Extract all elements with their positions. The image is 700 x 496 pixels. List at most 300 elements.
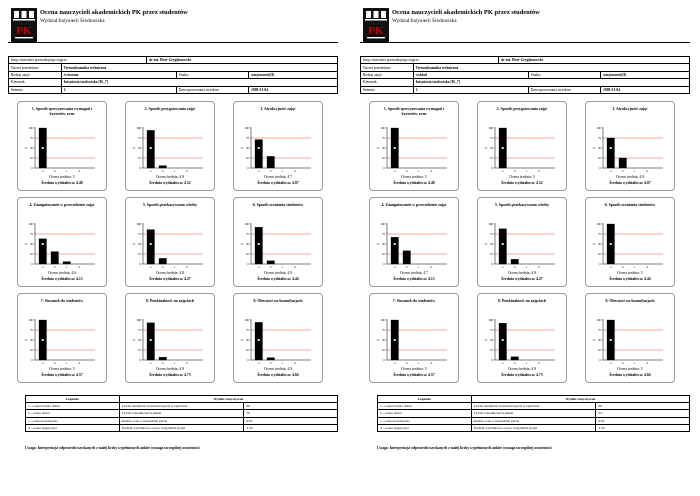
average-score: Ocena średnia: 5	[617, 271, 643, 275]
statistic-value: 4.91	[596, 417, 690, 424]
y-tick-label: 100	[136, 318, 141, 323]
y-tick-label: 75	[489, 136, 493, 141]
average-score: Ocena średnia: 4.9	[263, 271, 293, 275]
average-marker	[150, 147, 152, 149]
x-category-label: c	[634, 265, 636, 269]
y-axis-label: %	[24, 242, 28, 247]
x-category-label: b	[405, 361, 408, 365]
statistic-label: Liczba studentów uczestniczących w zajęciach	[471, 403, 596, 410]
faculty-average: Średnia wydziałowa: 4.73	[149, 373, 191, 377]
question-card	[369, 101, 459, 191]
statistic-label: średnia ocen z wszystkich pytań	[471, 417, 596, 424]
x-category-label: c	[282, 265, 284, 269]
x-category-label: d	[537, 361, 540, 365]
y-tick-label: 75	[29, 232, 33, 237]
x-category-label: b	[269, 169, 272, 173]
legend-entry: a - ocena bardzo dobra	[378, 403, 472, 410]
y-tick-label: 100	[136, 126, 141, 131]
average-score: Ocena średnia: 5	[401, 367, 427, 371]
x-category-label: a	[258, 265, 260, 269]
y-axis-label: %	[240, 146, 244, 151]
y-tick-label: 100	[244, 318, 249, 323]
field-label: Kierunek:	[361, 79, 414, 86]
bar-b	[403, 251, 411, 264]
x-category-label: d	[185, 361, 188, 365]
x-category-label: a	[150, 361, 152, 365]
y-tick-label: 50	[137, 146, 141, 151]
bar-a	[607, 138, 615, 168]
average-marker	[42, 147, 44, 149]
y-tick-label: 50	[245, 338, 249, 343]
x-category-label: d	[537, 265, 540, 269]
average-marker	[610, 243, 612, 245]
bar-b	[159, 357, 167, 360]
average-score: Ocena średnia: 4.6	[47, 271, 77, 275]
y-tick-label: 75	[381, 136, 385, 141]
y-tick-label: 75	[489, 328, 493, 333]
bar-a	[255, 227, 263, 264]
question-title-line: 4. Zaangażowanie w prowadzenie zajęć	[29, 203, 95, 207]
y-tick-label: 0	[247, 166, 249, 171]
average-score: Ocena średnia: 4.9	[507, 271, 537, 275]
y-axis-label: %	[484, 146, 488, 151]
y-tick-label: 0	[491, 262, 493, 267]
x-category-label: c	[526, 361, 528, 365]
question-title-line: 5. Sposób przekazywania wiedzy	[494, 203, 550, 207]
class-type-value: ćwiczenia	[61, 71, 176, 78]
questions-grid	[17, 101, 337, 391]
question-card	[125, 197, 215, 287]
y-axis-label: %	[592, 242, 596, 247]
y-tick-label: 0	[491, 166, 493, 171]
question-card	[369, 293, 459, 383]
studies-value: stacjonarne(II)	[249, 71, 338, 78]
x-category-label: c	[634, 361, 636, 365]
y-tick-label: 25	[489, 252, 493, 257]
class-type-value: wykład	[413, 71, 528, 78]
x-category-label: c	[282, 361, 284, 365]
faculty-average: Średnia wydziałowa: 4.44	[257, 277, 299, 281]
x-category-label: a	[610, 169, 612, 173]
date-label: Data opracowania wyników	[528, 86, 600, 93]
faculty-average: Średnia wydziałowa: 4.13	[393, 277, 435, 281]
bar-b	[159, 166, 167, 168]
semester-value: 2	[61, 86, 176, 93]
y-tick-label: 100	[488, 318, 493, 323]
average-marker	[502, 147, 504, 149]
y-tick-label: 75	[597, 136, 601, 141]
y-tick-label: 0	[31, 262, 33, 267]
legend-entry: d - ocena negatywna	[378, 424, 472, 431]
faculty-average: Średnia wydziałowa: 4.52	[149, 181, 191, 185]
y-tick-label: 25	[245, 252, 249, 257]
y-tick-label: 0	[31, 358, 33, 363]
legend-statistics-table	[377, 395, 690, 432]
y-axis-label: %	[24, 338, 28, 343]
x-category-label: d	[185, 169, 188, 173]
x-category-label: d	[429, 361, 432, 365]
legend-entry: c - ocena dostateczna	[378, 417, 472, 424]
average-score: Ocena średnia: 5	[509, 175, 535, 179]
course-info-table	[360, 56, 690, 94]
bar-b	[511, 259, 519, 264]
x-category-label: c	[634, 169, 636, 173]
y-tick-label: 50	[29, 242, 33, 247]
report-page-1	[8, 0, 348, 496]
bar-a	[147, 323, 155, 360]
class-type-label: Rodzaj zajęć:	[9, 71, 62, 78]
average-score: Ocena średnia: 5	[49, 367, 75, 371]
y-tick-label: 75	[137, 232, 141, 237]
statistic-label: Liczba wypełnionych ankiet	[471, 410, 596, 417]
x-category-label: a	[258, 169, 260, 173]
y-axis-label: %	[484, 242, 488, 247]
question-title-line: 8. Punktualność na zajęciach	[146, 299, 194, 303]
question-title-line: 3. Atrakcyjność zajęć	[612, 107, 648, 111]
average-marker	[394, 147, 396, 149]
x-category-label: d	[429, 265, 432, 269]
faculty-average: Średnia wydziałowa: 4.07	[257, 181, 299, 185]
question-card	[17, 101, 107, 191]
bar-b	[267, 156, 275, 168]
faculty-average: Średnia wydziałowa: 4.27	[149, 277, 191, 281]
question-title-line: kryteriów ocen	[401, 112, 427, 117]
faculty-name: Wydział Inżynierii Środowiska	[40, 18, 105, 24]
logo-text: PK	[368, 25, 384, 37]
report-header	[8, 6, 338, 40]
bar-a	[255, 322, 263, 360]
y-tick-label: 25	[29, 252, 33, 257]
question-title-line: 6. Sposób oceniania studentów	[604, 203, 656, 207]
legend-heading: Legenda	[378, 396, 472, 403]
y-tick-label: 75	[381, 232, 385, 237]
y-axis-label: %	[484, 338, 488, 343]
x-category-label: a	[42, 361, 44, 365]
x-category-label: a	[502, 169, 504, 173]
faculty-average: Średnia wydziałowa: 4.48	[41, 181, 83, 185]
x-category-label: c	[174, 169, 176, 173]
y-axis-label: %	[376, 146, 380, 151]
bar-a	[499, 229, 507, 264]
bar-a	[147, 130, 155, 168]
subject-value: Termodynamika techniczna	[413, 64, 689, 71]
x-category-label: a	[394, 265, 396, 269]
y-tick-label: 0	[383, 166, 385, 171]
y-tick-label: 0	[599, 166, 601, 171]
question-title-line: 1. Sposób sprecyzowania wymagań i	[383, 107, 445, 111]
y-axis-label: %	[592, 338, 596, 343]
faculty-average: Średnia wydziałowa: 4.57	[393, 373, 435, 377]
y-tick-label: 75	[137, 328, 141, 333]
y-tick-label: 50	[489, 146, 493, 151]
y-tick-label: 75	[245, 232, 249, 237]
legend-entry: b - ocena dobra	[378, 410, 472, 417]
legend-entry: b - ocena dobra	[26, 410, 120, 417]
y-tick-label: 50	[597, 242, 601, 247]
teacher-label: Imię i nazwisko prowadzącego zajęcia	[9, 57, 147, 64]
faculty-average: Średnia wydziałowa: 4.52	[501, 181, 543, 185]
x-category-label: b	[53, 265, 56, 269]
bar-b	[159, 258, 167, 264]
y-axis-label: %	[132, 338, 136, 343]
average-marker	[42, 243, 44, 245]
bar-a	[147, 230, 155, 264]
y-tick-label: 75	[597, 328, 601, 333]
statistics-heading: Wyniki statystyczne	[471, 396, 689, 403]
y-axis-label: %	[240, 242, 244, 247]
x-category-label: c	[418, 361, 420, 365]
average-score: Ocena średnia: 4.9	[155, 175, 185, 179]
faculty-average: Średnia wydziałowa: 4.07	[609, 181, 651, 185]
average-marker	[258, 339, 260, 341]
teacher-label: Imię i nazwisko prowadzącego zajęcia	[361, 57, 499, 64]
average-score: Ocena średnia: 5	[617, 367, 643, 371]
bar-c	[63, 262, 71, 264]
statistic-value: 4.87	[244, 417, 338, 424]
average-marker	[150, 243, 152, 245]
y-tick-label: 0	[139, 358, 141, 363]
x-category-label: b	[161, 265, 164, 269]
x-category-label: b	[513, 169, 516, 173]
x-category-label: d	[77, 361, 80, 365]
date-value: 2008-21-04	[601, 86, 690, 93]
y-axis-label: %	[376, 242, 380, 247]
x-category-label: d	[185, 265, 188, 269]
y-tick-label: 75	[245, 136, 249, 141]
y-tick-label: 75	[489, 232, 493, 237]
y-tick-label: 100	[28, 126, 33, 131]
legend-heading: Legenda	[26, 396, 120, 403]
y-axis-label: %	[132, 242, 136, 247]
x-category-label: b	[621, 169, 624, 173]
x-category-label: b	[53, 169, 56, 173]
question-title-line: 9. Obecność na konsultacjach	[605, 299, 655, 303]
y-tick-label: 25	[381, 348, 385, 353]
question-title-line: 7. Stosunek do studentów	[392, 299, 436, 303]
question-card	[233, 293, 323, 383]
questions-grid	[369, 101, 689, 391]
bar-b	[267, 358, 275, 360]
y-tick-label: 0	[599, 358, 601, 363]
teacher-name: dr inż. Piotr Gryglaszewski	[499, 57, 690, 64]
question-title-line: 8. Punktualność na zajęciach	[498, 299, 546, 303]
faculty-name: Wydział Inżynierii Środowiska	[392, 18, 457, 24]
y-tick-label: 100	[244, 222, 249, 227]
semester-value: 2	[413, 86, 528, 93]
y-tick-label: 50	[381, 242, 385, 247]
x-category-label: a	[502, 265, 504, 269]
semester-label: Semestr:	[9, 86, 62, 93]
statistics-heading: Wyniki statystyczne	[119, 396, 337, 403]
y-tick-label: 25	[489, 156, 493, 161]
question-card	[233, 197, 323, 287]
y-tick-label: 50	[137, 242, 141, 247]
question-title-line: 5. Sposób przekazywania wiedzy	[142, 203, 198, 207]
average-marker	[394, 339, 396, 341]
bar-a	[255, 140, 263, 168]
x-category-label: d	[537, 169, 540, 173]
question-card	[233, 101, 323, 191]
question-title-line: 6. Sposób oceniania studentów	[252, 203, 304, 207]
statistic-label: Liczba studentów uczestniczących w zajęciach	[119, 403, 244, 410]
y-tick-label: 75	[597, 232, 601, 237]
semester-label: Semestr:	[361, 86, 414, 93]
question-card	[17, 293, 107, 383]
y-tick-label: 50	[597, 338, 601, 343]
y-tick-label: 50	[137, 338, 141, 343]
x-category-label: b	[161, 169, 164, 173]
faculty-average: Średnia wydziałowa: 4.73	[501, 373, 543, 377]
field-value: Inżynieria środowiska [IS_7]	[413, 79, 689, 86]
course-info-table	[8, 56, 338, 94]
x-category-label: d	[429, 169, 432, 173]
subject-value: Termodynamika techniczna	[61, 64, 337, 71]
x-category-label: a	[258, 361, 260, 365]
y-tick-label: 25	[29, 156, 33, 161]
bar-a	[39, 239, 47, 264]
x-category-label: b	[269, 265, 272, 269]
y-tick-label: 50	[597, 146, 601, 151]
x-category-label: c	[66, 265, 68, 269]
x-category-label: b	[621, 361, 624, 365]
y-tick-label: 75	[137, 136, 141, 141]
logo-text: PK	[16, 25, 32, 37]
average-marker	[610, 147, 612, 149]
question-title-line: 9. Obecność na konsultacjach	[253, 299, 303, 303]
x-category-label: a	[150, 169, 152, 173]
y-tick-label: 25	[381, 252, 385, 257]
y-tick-label: 25	[597, 252, 601, 257]
bar-a	[391, 237, 399, 264]
y-tick-label: 25	[137, 348, 141, 353]
question-card	[125, 293, 215, 383]
bar-b	[511, 357, 519, 360]
report-title: Ocena nauczycieli akademickich PK przez studentów	[40, 9, 188, 16]
y-tick-label: 0	[599, 262, 601, 267]
x-category-label: b	[513, 361, 516, 365]
faculty-average: Średnia wydziałowa: 4.27	[501, 277, 543, 281]
y-tick-label: 25	[245, 156, 249, 161]
report-title: Ocena nauczycieli akademickich PK przez studentów	[392, 9, 540, 16]
average-marker	[502, 339, 504, 341]
y-tick-label: 50	[29, 338, 33, 343]
bar-a	[499, 323, 507, 360]
question-title-line: 7. Stosunek do studentów	[40, 299, 84, 303]
y-tick-label: 50	[245, 242, 249, 247]
faculty-average: Średnia wydziałowa: 4.66	[609, 373, 651, 377]
question-title-line: 2. Sposób przygotowania zajęć	[496, 107, 548, 111]
legend-statistics-table	[25, 395, 338, 432]
faculty-average: Średnia wydziałowa: 4.44	[609, 277, 651, 281]
average-score: Ocena średnia: 4.9	[507, 367, 537, 371]
x-category-label: d	[293, 169, 296, 173]
x-category-label: a	[150, 265, 152, 269]
report-page-2	[360, 0, 700, 496]
y-tick-label: 25	[597, 156, 601, 161]
y-tick-label: 100	[380, 318, 385, 323]
x-category-label: a	[42, 169, 44, 173]
y-tick-label: 50	[29, 146, 33, 151]
y-tick-label: 0	[31, 166, 33, 171]
average-score: Ocena średnia: 5	[401, 175, 427, 179]
y-tick-label: 100	[28, 222, 33, 227]
x-category-label: c	[66, 169, 68, 173]
x-category-label: d	[645, 265, 648, 269]
bar-b	[51, 252, 59, 264]
statistic-value: 24	[596, 410, 690, 417]
date-value: 2008-21-04	[249, 86, 338, 93]
studies-value: stacjonarne(II)	[601, 71, 690, 78]
class-type-label: Rodzaj zajęć:	[361, 71, 414, 78]
y-tick-label: 25	[137, 252, 141, 257]
x-category-label: a	[610, 361, 612, 365]
x-category-label: b	[621, 265, 624, 269]
header-divider	[360, 42, 690, 43]
question-card	[585, 101, 675, 191]
statistic-value: 88	[596, 403, 690, 410]
average-score: Ocena średnia: 4.7	[399, 271, 429, 275]
x-category-label: c	[66, 361, 68, 365]
y-tick-label: 0	[139, 262, 141, 267]
average-score: Ocena średnia: 4.8	[615, 175, 645, 179]
y-tick-label: 50	[381, 338, 385, 343]
y-axis-label: %	[132, 146, 136, 151]
x-category-label: b	[53, 361, 56, 365]
question-card	[369, 197, 459, 287]
y-tick-label: 100	[380, 222, 385, 227]
y-tick-label: 50	[245, 146, 249, 151]
average-score: Ocena średnia: 4.7	[263, 175, 293, 179]
faculty-average: Średnia wydziałowa: 4.57	[41, 373, 83, 377]
legend-entry: d - ocena negatywna	[26, 424, 120, 431]
statistic-label: Liczba wypełnionych ankiet	[119, 410, 244, 417]
y-tick-label: 100	[596, 126, 601, 131]
y-tick-label: 25	[29, 348, 33, 353]
faculty-average: Średnia wydziałowa: 4.13	[41, 277, 83, 281]
y-tick-label: 0	[247, 358, 249, 363]
pk-castle-logo-icon	[363, 8, 389, 42]
faculty-average: Średnia wydziałowa: 4.48	[393, 181, 435, 185]
x-category-label: d	[293, 361, 296, 365]
x-category-label: c	[526, 169, 528, 173]
question-title-line: 4. Zaangażowanie w prowadzenie zajęć	[381, 203, 447, 207]
average-marker	[502, 243, 504, 245]
y-axis-label: %	[240, 338, 244, 343]
average-marker	[610, 339, 612, 341]
y-tick-label: 0	[383, 262, 385, 267]
y-tick-label: 25	[597, 348, 601, 353]
y-tick-label: 50	[381, 146, 385, 151]
average-marker	[258, 147, 260, 149]
y-tick-label: 75	[381, 328, 385, 333]
y-tick-label: 75	[29, 328, 33, 333]
x-category-label: a	[42, 265, 44, 269]
faculty-average: Średnia wydziałowa: 4.66	[257, 373, 299, 377]
question-card	[17, 197, 107, 287]
studies-label: Studia:	[176, 71, 248, 78]
y-axis-label: %	[376, 338, 380, 343]
y-tick-label: 75	[245, 328, 249, 333]
y-tick-label: 100	[136, 222, 141, 227]
subject-label: Nazwa przedmiotu:	[361, 64, 414, 71]
x-category-label: b	[161, 361, 164, 365]
legend-entry: c - ocena dostateczna	[26, 417, 120, 424]
question-card	[585, 197, 675, 287]
x-category-label: d	[77, 265, 80, 269]
y-tick-label: 0	[491, 358, 493, 363]
x-category-label: c	[418, 265, 420, 269]
question-card	[125, 101, 215, 191]
